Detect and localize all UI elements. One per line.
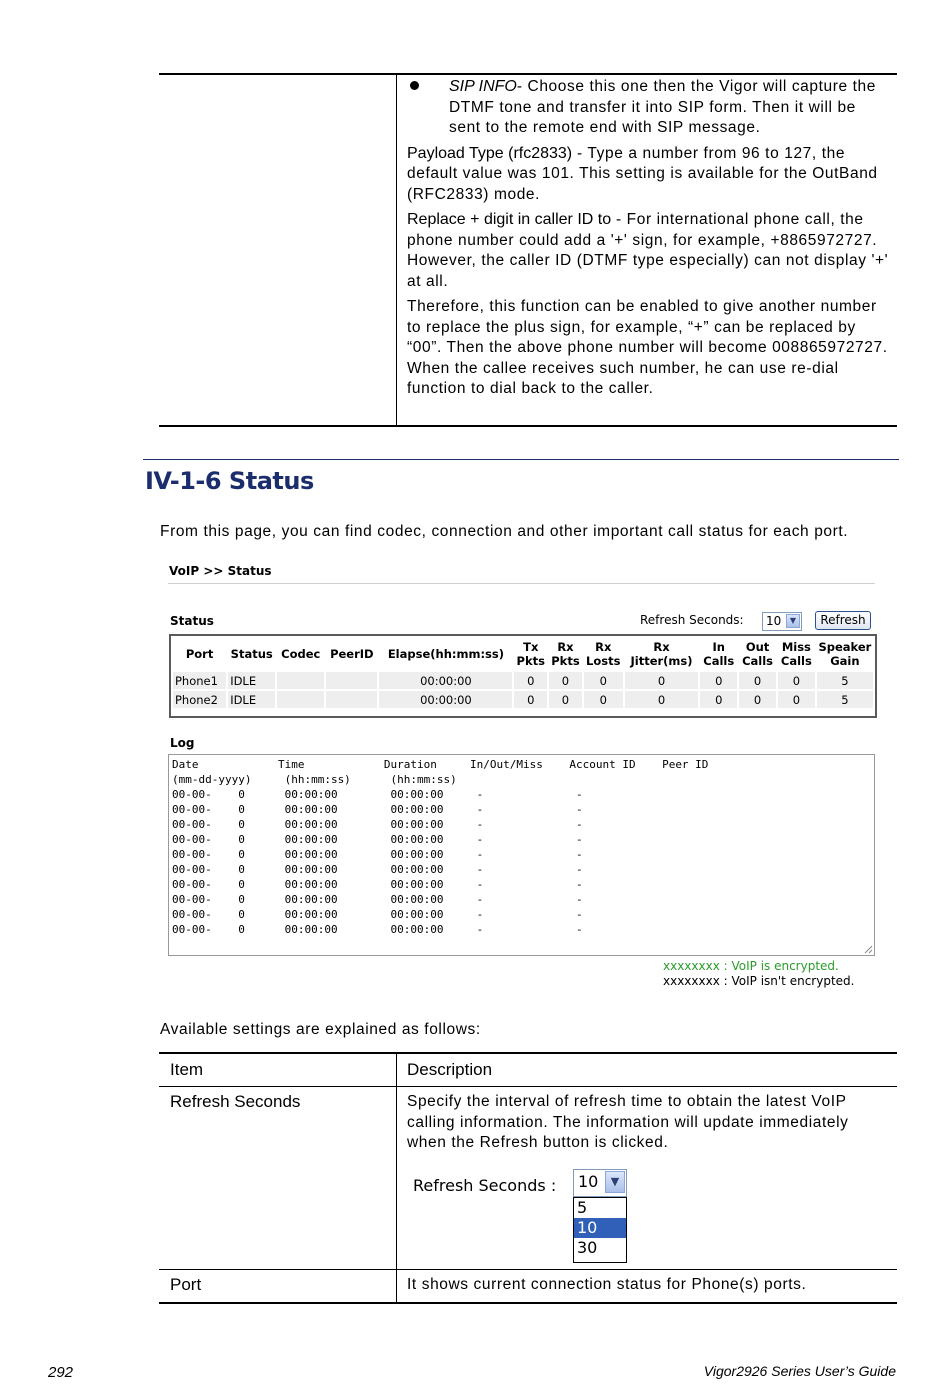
settings-head-description: Description xyxy=(407,1060,493,1079)
voip-status-screenshot xyxy=(168,558,878,990)
log-label: Log xyxy=(170,736,195,750)
table-cell: 0 xyxy=(778,672,815,689)
section-heading: IV-1-6 Status xyxy=(145,467,314,495)
dropdown-example-label: Refresh Seconds : xyxy=(413,1176,557,1195)
table-cell: Phone2 xyxy=(173,691,226,708)
col-header: Tx Pkts xyxy=(516,640,545,668)
table-cell: 0 xyxy=(584,691,623,708)
table-row xyxy=(173,691,873,708)
table-cell: 0 xyxy=(778,691,815,708)
col-header: Rx Jitter(ms) xyxy=(630,640,693,668)
table-cell xyxy=(326,691,377,708)
refresh-dropdown-example xyxy=(413,1168,633,1266)
dropdown-option-selected[interactable]: 10 xyxy=(574,1218,626,1238)
payload-type-text: - Type a number from 96 to 127, the default value was 101. This setting is available for the OutBand (RFC2833) mode. xyxy=(407,144,878,203)
table-cell: 0 xyxy=(549,691,582,708)
settings-head-item: Item xyxy=(170,1060,204,1079)
settings-table-row-rule xyxy=(159,1269,897,1270)
log-row: 00-00- 0 00:00:00 00:00:00 - - xyxy=(172,923,583,936)
log-row: 00-00- 0 00:00:00 00:00:00 - - xyxy=(172,818,583,831)
col-header: Rx Losts xyxy=(586,640,621,668)
table-cell: 0 xyxy=(549,672,582,689)
log-row: 00-00- 0 00:00:00 00:00:00 - - xyxy=(172,878,583,891)
col-header: Status xyxy=(230,647,273,661)
breadcrumb: VoIP >> Status xyxy=(169,564,272,578)
bullet-icon xyxy=(410,81,419,90)
top-table-top-rule xyxy=(159,73,897,75)
port-item: Port xyxy=(170,1275,202,1294)
breadcrumb-rule xyxy=(168,583,875,584)
guide-title: Vigor2926 Series User’s Guide xyxy=(703,1363,896,1379)
table-cell: 0 xyxy=(584,672,623,689)
resize-grip-icon[interactable] xyxy=(864,945,873,954)
table-cell xyxy=(277,691,324,708)
table-cell xyxy=(277,672,324,689)
table-cell: 0 xyxy=(700,691,737,708)
log-row: 00-00- 0 00:00:00 00:00:00 - - xyxy=(172,893,583,906)
refresh-seconds-select[interactable] xyxy=(762,612,802,631)
col-header: Miss Calls xyxy=(780,640,812,668)
section-intro: From this page, you can find codec, connection and other important call status for each port. xyxy=(160,523,849,540)
chevron-down-icon: ▼ xyxy=(786,614,800,628)
table-cell xyxy=(326,672,377,689)
chevron-down-icon: ▼ xyxy=(605,1171,625,1193)
table-cell: 5 xyxy=(817,672,873,689)
legend-encrypted: xxxxxxxx : VoIP is encrypted. xyxy=(663,959,839,973)
table-cell: IDLE xyxy=(228,691,275,708)
log-content xyxy=(169,755,874,939)
dropdown-example-select[interactable] xyxy=(573,1169,627,1197)
table-cell: 0 xyxy=(625,672,699,689)
section-rule xyxy=(143,459,899,460)
page-number: 292 xyxy=(48,1364,74,1381)
settings-table-head-rule xyxy=(159,1086,897,1087)
table-cell: 0 xyxy=(739,672,776,689)
dropdown-example-value: 10 xyxy=(578,1172,599,1191)
col-header: Port xyxy=(185,647,214,661)
replace-digit-paragraph xyxy=(407,210,892,292)
therefore-paragraph: Therefore, this function can be enabled to give another number to replace the plus sign, for example, “+” can be replaced by “00”. Then the above phone number will become 008865972727. When the callee receives such number, he can use re-dial function to dial back to the caller. xyxy=(407,298,888,397)
top-table-bottom-rule xyxy=(159,425,897,427)
refresh-button[interactable]: Refresh xyxy=(815,611,871,630)
settings-intro: Available settings are explained as follows: xyxy=(160,1021,481,1038)
payload-type-term: Payload Type (rfc2833) xyxy=(407,144,573,162)
status-table-box xyxy=(169,634,877,718)
col-header: Elapse(hh:mm:ss) xyxy=(387,647,504,661)
replace-digit-text: - For international phone call, the phone number could add a '+' sign, for example, +8865972727. However, the caller ID (DTMF type especially) can not display '+' at all. xyxy=(407,211,889,290)
table-cell: IDLE xyxy=(228,672,275,689)
table-cell: 0 xyxy=(739,691,776,708)
col-header: Codec xyxy=(281,647,321,661)
settings-table-divider xyxy=(396,1054,397,1302)
table-cell: 0 xyxy=(625,691,699,708)
table-row xyxy=(173,672,873,689)
dropdown-example-options xyxy=(573,1197,627,1263)
settings-table-top-rule xyxy=(159,1052,897,1054)
col-header: Speaker Gain xyxy=(818,640,872,668)
port-description: It shows current connection status for Phone(s) ports. xyxy=(407,1276,807,1293)
log-header-units: (mm-dd-yyyy) (hh:mm:ss) (hh:mm:ss) xyxy=(172,773,457,786)
replace-digit-term: Replace + digit in caller ID to xyxy=(407,211,612,228)
sip-info-bullet xyxy=(407,77,892,139)
refresh-seconds-value: 10 xyxy=(766,614,782,628)
top-table-description-cell xyxy=(407,77,892,405)
table-cell: 0 xyxy=(514,672,547,689)
table-cell: 0 xyxy=(514,691,547,708)
refresh-seconds-description: Specify the interval of refresh time to obtain the latest VoIP calling information. The information will update immediately when the Refresh button is clicked. xyxy=(407,1093,849,1151)
log-row: 00-00- 0 00:00:00 00:00:00 - - xyxy=(172,908,583,921)
dropdown-option[interactable]: 30 xyxy=(577,1238,598,1257)
col-header: PeerID xyxy=(330,647,374,661)
refresh-seconds-item: Refresh Seconds xyxy=(170,1092,301,1111)
col-header: Rx Pkts xyxy=(551,640,580,668)
log-row: 00-00- 0 00:00:00 00:00:00 - - xyxy=(172,848,583,861)
log-row: 00-00- 0 00:00:00 00:00:00 - - xyxy=(172,863,583,876)
col-header: In Calls xyxy=(703,640,735,668)
payload-type-paragraph xyxy=(407,144,892,206)
log-row: 00-00- 0 00:00:00 00:00:00 - - xyxy=(172,788,583,801)
table-cell: 0 xyxy=(700,672,737,689)
log-row: 00-00- 0 00:00:00 00:00:00 - - xyxy=(172,833,583,846)
status-table-header xyxy=(173,638,873,670)
legend-not-encrypted: xxxxxxxx : VoIP isn't encrypted. xyxy=(663,974,855,988)
log-textarea[interactable] xyxy=(168,754,875,956)
table-cell: 5 xyxy=(817,691,873,708)
status-label: Status xyxy=(170,614,214,628)
table-cell: Phone1 xyxy=(173,672,226,689)
settings-table-bottom-rule xyxy=(159,1302,897,1304)
table-cell: 00:00:00 xyxy=(379,691,512,708)
sip-info-text: - Choose this one then the Vigor will capture the DTMF tone and transfer it into SIP form. Then it will be sent to the remote end with SIP message. xyxy=(449,78,876,136)
col-header: Out Calls xyxy=(742,640,774,668)
sip-info-term: SIP INFO xyxy=(449,78,517,95)
refresh-seconds-label: Refresh Seconds: xyxy=(640,613,744,627)
log-row: 00-00- 0 00:00:00 00:00:00 - - xyxy=(172,803,583,816)
top-table-divider xyxy=(396,75,397,426)
dropdown-option[interactable]: 5 xyxy=(577,1198,588,1217)
status-table xyxy=(171,636,875,710)
table-cell: 00:00:00 xyxy=(379,672,512,689)
log-header: Date Time Duration In/Out/Miss Account ID Peer ID xyxy=(172,758,709,771)
